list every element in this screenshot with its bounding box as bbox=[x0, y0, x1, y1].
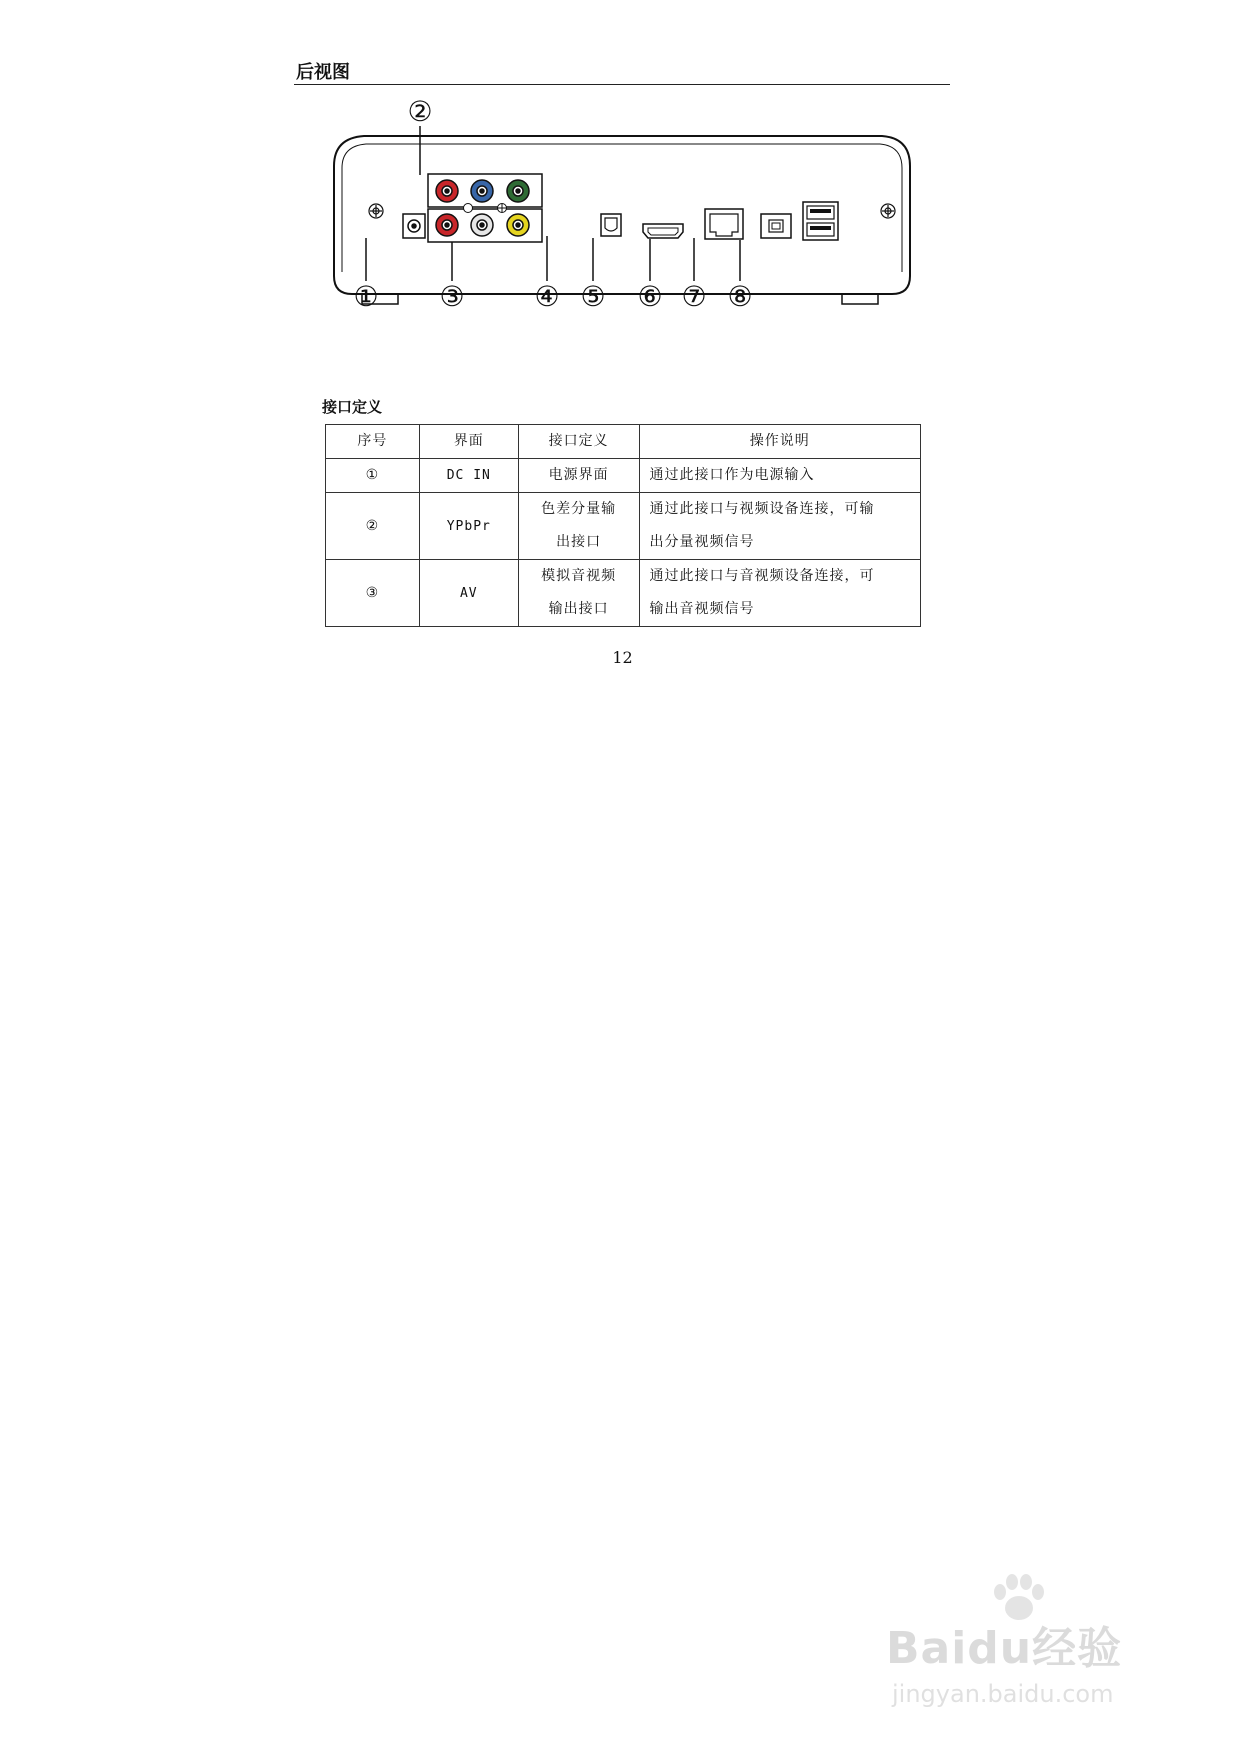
row-description-line: 出分量视频信号 bbox=[649, 534, 755, 550]
optical-port-icon bbox=[601, 214, 621, 236]
header-interface: 界面 bbox=[419, 425, 518, 459]
callout-4: ④ bbox=[534, 280, 560, 313]
watermark-url: jingyan.baidu.com bbox=[892, 1680, 1114, 1708]
row-definition-line: 色差分量输 bbox=[541, 501, 617, 517]
callout-2: ② bbox=[407, 96, 433, 128]
callout-8: ⑧ bbox=[727, 280, 753, 313]
row-description bbox=[639, 493, 920, 560]
row-description bbox=[639, 560, 920, 627]
callout-5: ⑤ bbox=[580, 280, 606, 313]
hdmi-port-icon bbox=[643, 224, 683, 238]
interface-definition-heading: 接口定义 bbox=[322, 398, 383, 416]
left-screw-icon bbox=[369, 204, 383, 218]
row-description-line: 通过此接口与视频设备连接，可输 bbox=[649, 501, 875, 517]
header-number: 序号 bbox=[326, 425, 420, 459]
table-header-row bbox=[326, 425, 921, 459]
baidu-watermark bbox=[880, 1572, 1180, 1722]
row-interface: AV bbox=[419, 560, 518, 627]
usb-a-ports-icon bbox=[803, 202, 838, 240]
header-description: 操作说明 bbox=[639, 425, 920, 459]
row-definition: 电源界面 bbox=[518, 459, 639, 493]
table-row bbox=[326, 493, 921, 560]
table-row bbox=[326, 459, 921, 493]
callout-6: ⑥ bbox=[637, 280, 663, 313]
callout-1: ① bbox=[353, 280, 379, 313]
section-title: 后视图 bbox=[296, 62, 350, 83]
row-interface: DC IN bbox=[419, 459, 518, 493]
header-definition: 接口定义 bbox=[518, 425, 639, 459]
row-number: ① bbox=[326, 459, 420, 493]
usb-b-port-icon bbox=[761, 214, 791, 238]
callout-7: ⑦ bbox=[681, 280, 707, 313]
row-definition bbox=[518, 493, 639, 560]
row-interface: YPbPr bbox=[419, 493, 518, 560]
dc-in-port-icon bbox=[403, 214, 425, 238]
interface-table bbox=[325, 424, 921, 627]
device-inner-outline bbox=[342, 144, 902, 272]
right-foot bbox=[842, 294, 878, 304]
row-definition-line: 模拟音视频 bbox=[541, 568, 617, 584]
row-definition bbox=[518, 560, 639, 627]
ethernet-port-icon bbox=[705, 209, 743, 239]
row-definition-line: 输出接口 bbox=[548, 601, 609, 617]
row-description-line: 输出音视频信号 bbox=[649, 601, 755, 617]
rca-panel-icon bbox=[428, 174, 542, 242]
right-screw-icon bbox=[881, 204, 895, 218]
callout-3: ③ bbox=[439, 280, 465, 313]
page-number: 12 bbox=[612, 648, 633, 667]
table-row bbox=[326, 560, 921, 627]
title-divider bbox=[294, 84, 950, 85]
row-description: 通过此接口作为电源输入 bbox=[639, 459, 920, 493]
rear-panel-diagram bbox=[320, 96, 920, 360]
row-description-line: 通过此接口与音视频设备连接，可 bbox=[649, 568, 875, 584]
row-number: ③ bbox=[326, 560, 420, 627]
watermark-brand: Baidu经验 bbox=[886, 1623, 1123, 1674]
row-definition-line: 出接口 bbox=[556, 534, 602, 550]
row-number: ② bbox=[326, 493, 420, 560]
